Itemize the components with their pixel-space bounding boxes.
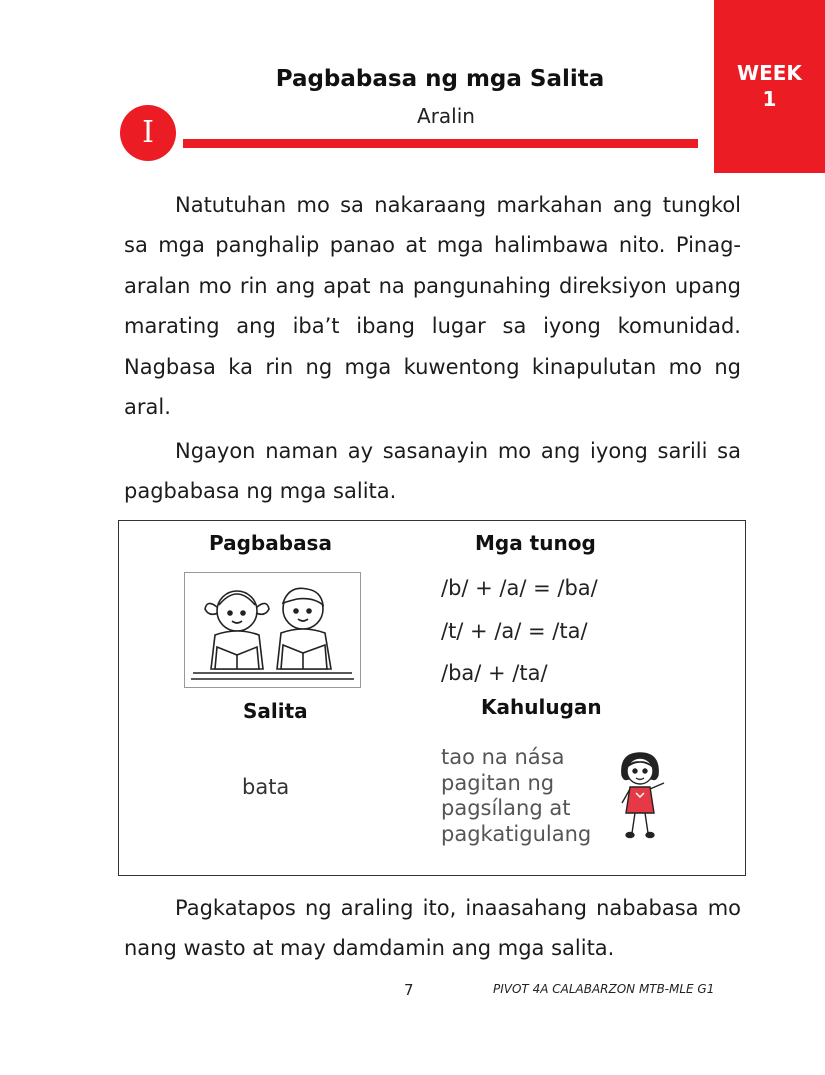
word-value: bata (242, 775, 290, 799)
meaning-text (441, 745, 621, 847)
page-subtitle: Aralin (417, 104, 475, 128)
children-reading-icon (184, 572, 361, 688)
header-word: Salita (243, 699, 308, 723)
week-number: 1 (762, 87, 777, 111)
sound-line: /b/ + /a/ = /ba/ (441, 576, 598, 600)
header-meaning: Kahulugan (481, 695, 602, 719)
header-sounds: Mga tunog (475, 531, 596, 555)
meaning-line: pagsílang at (441, 796, 571, 820)
intro-paragraph: Natutuhan mo sa nakaraang markahan ang tungkol sa mga panghalip panao at mga halimbawa nito. Pinag-aralan mo rin ang apat na pangunahing direksiyon upang marating ang iba’t ibang lugar sa iyong komunidad. Nagbasa ka rin ng mga kuwentong kinapulutan mo ng aral. (124, 193, 741, 420)
sound-line: /t/ + /a/ = /ta/ (441, 619, 588, 643)
title-underline-bar (183, 139, 698, 148)
week-tab (714, 0, 825, 173)
closing-paragraph: Pagkatapos ng araling ito, inaasahang nababasa mo nang wasto at may damdamin ang mga salita. (124, 896, 741, 961)
week-label: WEEK (737, 61, 802, 85)
section-numeral-badge: I (120, 105, 176, 161)
girl-pointing-icon (608, 749, 670, 841)
practice-paragraph: Ngayon naman ay sasanayin mo ang iyong sarili sa pagbabasa ng mga salita. (124, 439, 741, 504)
header-reading: Pagbabasa (209, 531, 332, 555)
sound-line: /ba/ + /ta/ (441, 661, 548, 685)
page-title: Pagbabasa ng mga Salita (275, 66, 605, 92)
lesson-table (118, 520, 746, 876)
footer-source: PIVOT 4A CALABARZON MTB-MLE G1 (493, 982, 715, 996)
meaning-line: pagitan ng (441, 770, 555, 795)
page-number: 7 (404, 981, 414, 999)
meaning-line: tao na nása (441, 745, 565, 769)
meaning-line: pagkatigulang (441, 821, 592, 846)
